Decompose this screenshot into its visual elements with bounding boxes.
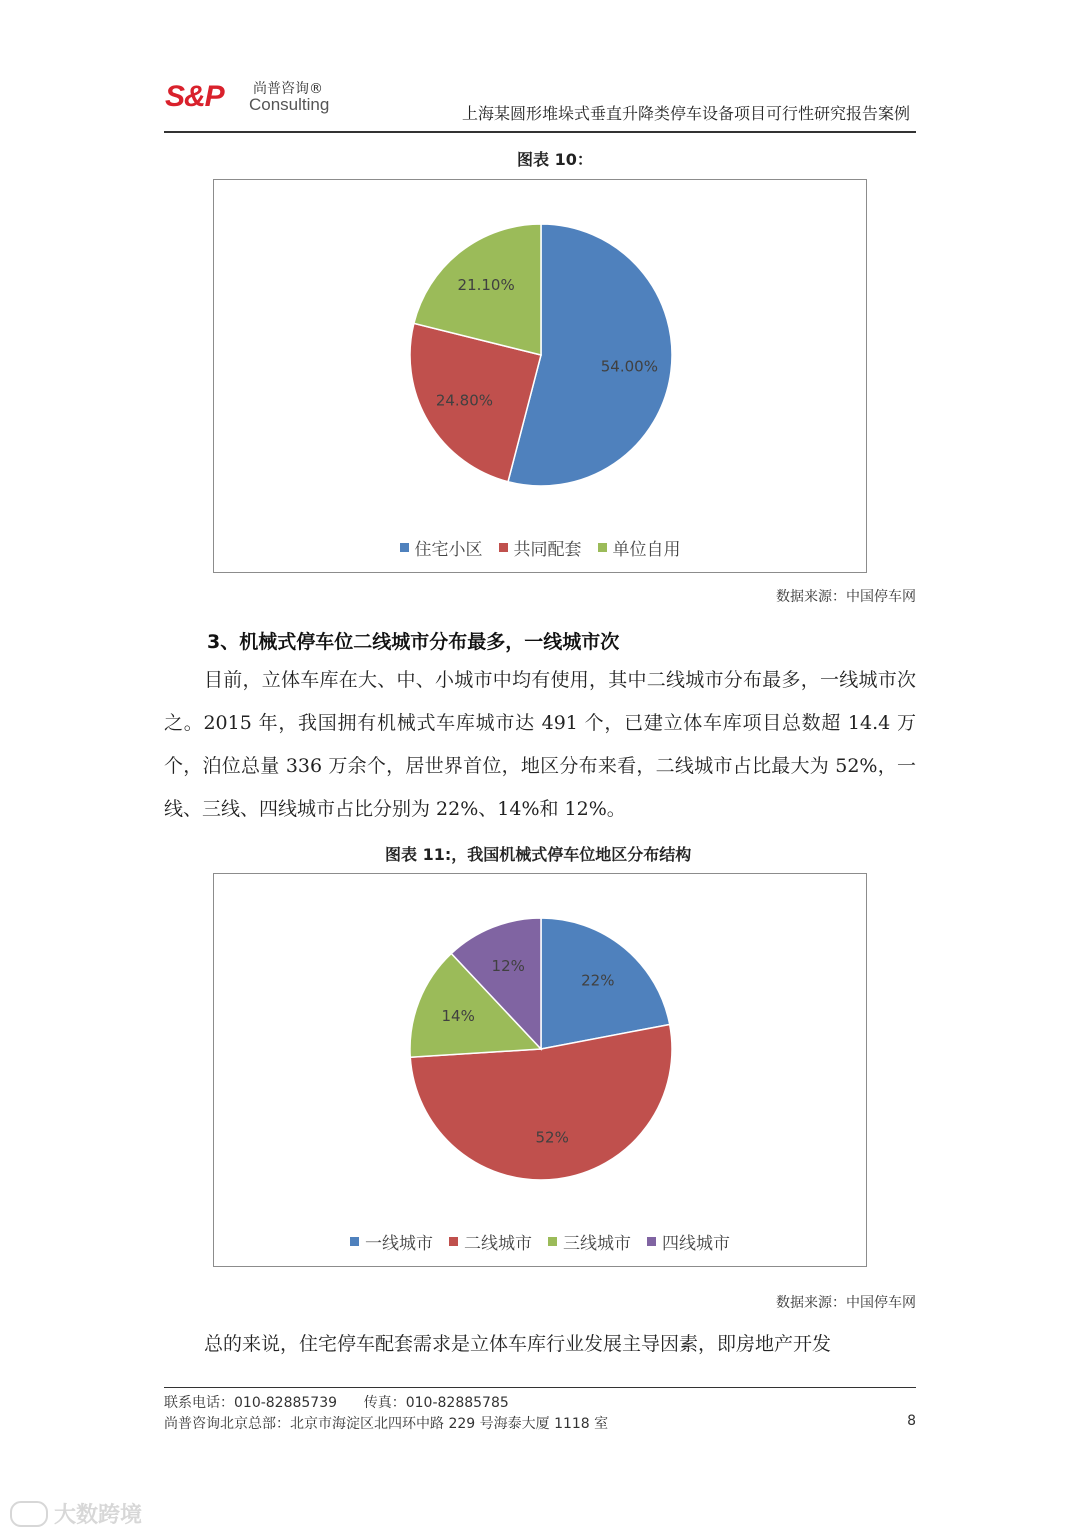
footer-divider [164,1387,916,1388]
figure-10-source: 数据来源：中国停车网 [776,589,916,605]
figure-11-legend [214,1229,866,1254]
figure-10-caption: 图表 10： [517,150,593,169]
section-paragraph: 目前，立体车库在大、中、小城市中均有使用，其中二线城市分布最多，一线城市次之。2015 年，我国拥有机械式车库城市达 491 个，已建立体车库项目总数超 14.4 万个，泊位总量 336 万余个，居世界首位，地区分布来看，二线城市占比最大为 52%，一线、三线、四线城市占比分别为 22%、14%和 12%。 [164,669,916,820]
watermark-icon [10,1501,48,1527]
pie1-legend-swatch-2 [598,543,607,552]
pie1-legend-swatch-1 [499,543,508,552]
closing-paragraph: 总的来说，住宅停车配套需求是立体车库行业发展主导因素，即房地产开发 [204,1333,832,1355]
pie2-legend-swatch-0 [350,1237,359,1246]
pie1-legend-item-0 [400,535,483,560]
pie1-legend-label-2: 单位自用 [612,540,681,560]
pie2-legend-label-0: 一线城市 [365,1234,433,1254]
footer-address: 尚普咨询北京总部：北京市海淀区北四环中路 229 号海泰大厦 1118 室 [164,1416,609,1432]
pie1-legend-item-2 [598,535,681,560]
figure-11-source: 数据来源：中国停车网 [776,1295,916,1311]
header-divider [164,131,916,133]
pie2-data-label-3: 12% [491,957,525,976]
pie2-data-label-2: 14% [441,1007,475,1026]
section-heading: 3、机械式停车位二线城市分布最多，一线城市次 [207,631,620,653]
figure-10-pie-svg [214,180,868,574]
figure-11-pie-svg [214,874,868,1268]
figure-10-chart [213,179,867,573]
logo-english-name: Consulting [249,95,330,114]
logo-mark: S&P [165,80,224,113]
pie2-legend-swatch-1 [449,1237,458,1246]
pie2-legend-label-1: 二线城市 [464,1234,532,1254]
pie2-data-label-1: 52% [535,1128,569,1147]
pie1-legend-label-1: 共同配套 [513,540,582,560]
watermark [10,1498,142,1529]
pie2-legend-swatch-2 [548,1237,557,1246]
pie2-legend-item-1 [449,1229,532,1254]
pie2-legend-item-3 [647,1229,730,1254]
pie1-legend-item-1 [499,535,582,560]
pie2-legend-item-2 [548,1229,631,1254]
pie2-data-label-0: 22% [581,971,615,990]
pie1-data-label-1: 24.80% [435,391,494,410]
pie2-legend-item-0 [350,1229,433,1254]
footer-contact: 联系电话：010-82885739 传真：010-82885785 [164,1395,509,1411]
pie1-legend-swatch-0 [400,543,409,552]
pie2-legend-label-3: 四线城市 [662,1234,730,1254]
pie2-legend-label-2: 三线城市 [563,1234,631,1254]
pie2-legend-swatch-3 [647,1237,656,1246]
document-title: 上海某圆形堆垛式垂直升降类停车设备项目可行性研究报告案例 [461,104,910,123]
watermark-text: 大数跨境 [54,1503,143,1528]
figure-11-caption: 图表 11:，我国机械式停车位地区分布结构 [385,845,692,864]
figure-10-legend [214,535,866,560]
pie1-data-label-0: 54.00% [600,357,658,376]
pie1-data-label-2: 21.10% [457,275,515,294]
pie1-legend-label-0: 住宅小区 [414,540,483,560]
page-number: 8 [907,1413,916,1429]
logo-chinese-name: 尚普咨询® [253,81,323,97]
company-logo [165,78,335,118]
figure-11-chart [213,873,867,1267]
